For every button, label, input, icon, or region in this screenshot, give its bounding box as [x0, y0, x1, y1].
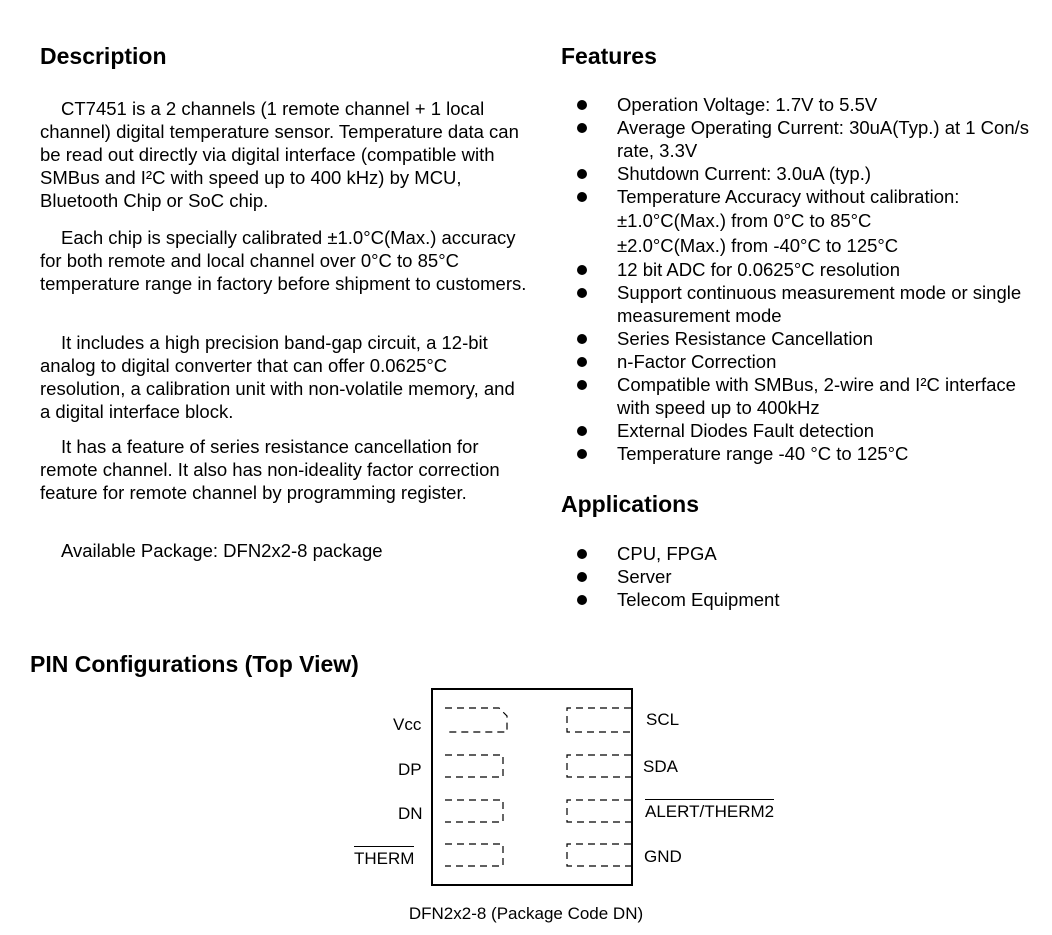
- list-item: CPU, FPGA: [561, 542, 1031, 565]
- pin-label-vcc: Vcc: [393, 715, 422, 734]
- list-item: Support continuous measurement mode or single measurement mode: [561, 281, 1031, 327]
- pin-label-scl: SCL: [646, 710, 680, 729]
- accuracy-line-2: ±2.0°C(Max.) from -40°C to 125°C: [617, 235, 899, 256]
- list-item: 12 bit ADC for 0.0625°C resolution: [561, 258, 1031, 281]
- pad-sda: [567, 755, 631, 777]
- list-item: Compatible with SMBus, 2-wire and I²C interface with speed up to 400kHz: [561, 373, 1031, 419]
- description-heading: Description: [40, 43, 167, 69]
- pad-vcc: [445, 708, 507, 732]
- description-paragraph-2: Each chip is specially calibrated ±1.0°C(Max.) accuracy for both remote and local channel over 0°C to 85°C temperature range in factory before shipment to customers.: [40, 227, 527, 294]
- pad-dp: [445, 755, 503, 777]
- description-paragraph-3: It includes a high precision band-gap circuit, a 12-bit analog to digital converter that can offer 0.0625°C resolution, a calibration unit with non-volatile memory, and a digital interface block.: [40, 332, 515, 422]
- pad-dn: [445, 800, 503, 822]
- list-item: Shutdown Current: 3.0uA (typ.): [561, 162, 1031, 185]
- pin-label-dn: DN: [398, 804, 423, 823]
- package-caption: DFN2x2-8 (Package Code DN): [408, 904, 644, 923]
- list-item: External Diodes Fault detection: [561, 419, 1031, 442]
- accuracy-line-1: ±1.0°C(Max.) from 0°C to 85°C: [617, 210, 872, 231]
- pad-alert: [567, 800, 631, 822]
- description-paragraph-1: CT7451 is a 2 channels (1 remote channel + 1 local channel) digital temperature sensor. Temperature data can be read out directly via digital interface (compatible with SMBus and I²C with speed up to 400 kHz) by MCU, Bluetooth Chip or SoC chip.: [40, 98, 519, 211]
- pin-configurations-heading: PIN Configurations (Top View): [30, 651, 359, 677]
- pin-label-sda: SDA: [643, 757, 678, 776]
- pin-label-gnd: GND: [644, 847, 682, 866]
- description-paragraph-5: Available Package: DFN2x2-8 package: [61, 540, 383, 561]
- pad-gnd: [567, 844, 631, 866]
- package-outline: [431, 688, 633, 886]
- pin-pads: [433, 690, 631, 884]
- list-item: Series Resistance Cancellation: [561, 327, 1031, 350]
- list-item: n-Factor Correction: [561, 350, 1031, 373]
- list-item: Telecom Equipment: [561, 588, 1031, 611]
- pin-label-dp: DP: [398, 760, 422, 779]
- features-list: [561, 93, 1031, 465]
- features-heading: Features: [561, 43, 657, 69]
- pin-label-therm: THERM: [354, 846, 414, 869]
- applications-heading: Applications: [561, 491, 700, 517]
- pin-label-alert-therm2: ALERT/THERM2: [645, 799, 774, 822]
- list-item: Temperature range -40 °C to 125°C: [561, 442, 1031, 465]
- pad-scl: [567, 708, 631, 732]
- list-item: Operation Voltage: 1.7V to 5.5V: [561, 93, 1031, 116]
- pad-therm: [445, 844, 503, 866]
- applications-list: [561, 542, 1031, 611]
- list-item: Temperature Accuracy without calibration: ±1.0°C(Max.) from 0°C to 85°C ±2.0°C(Max.) from -40°C to 125°C: [561, 185, 1031, 258]
- list-item: Average Operating Current: 30uA(Typ.) at 1 Con/s rate, 3.3V: [561, 116, 1031, 162]
- list-item: Server: [561, 565, 1031, 588]
- description-paragraph-4: It has a feature of series resistance cancellation for remote channel. It also has non-ideality factor correction feature for remote channel by programming register.: [40, 436, 500, 503]
